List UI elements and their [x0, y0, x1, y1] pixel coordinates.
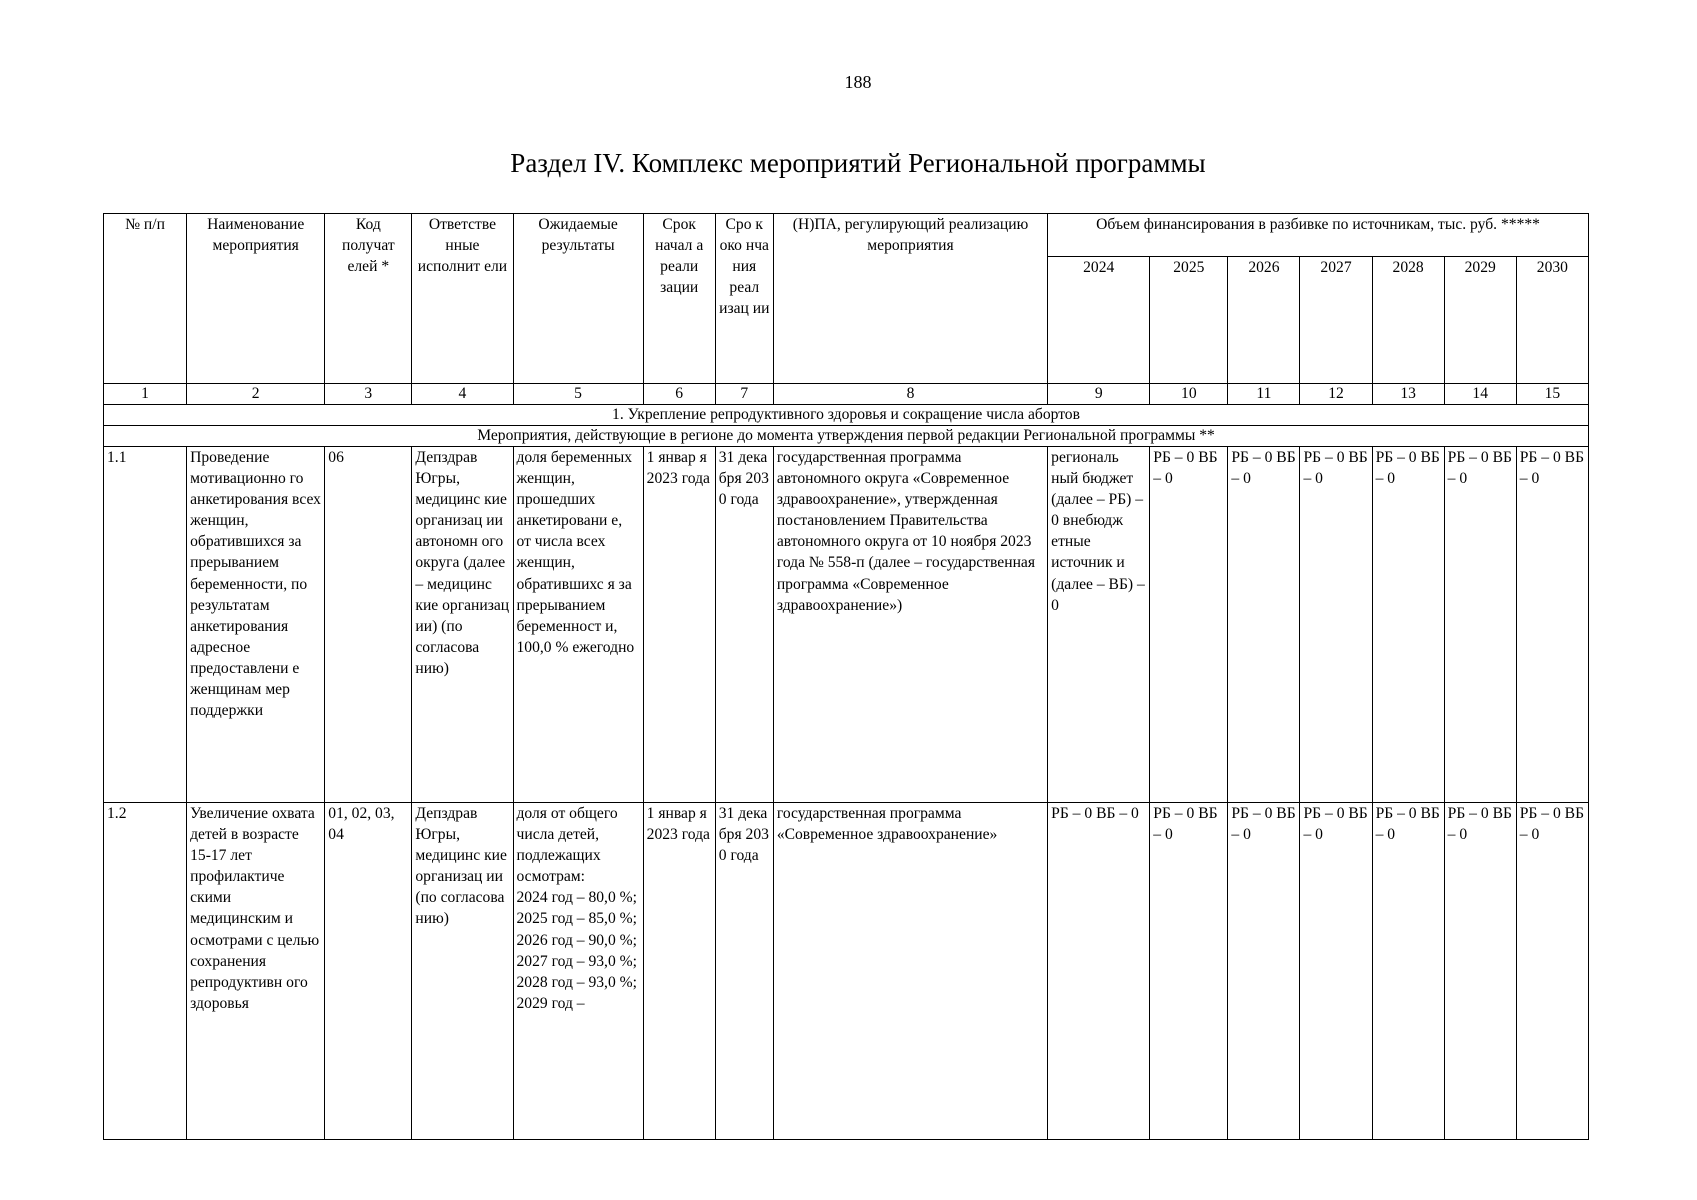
cell-fin-2025: РБ – 0 ВБ – 0: [1150, 447, 1228, 803]
column-number: 7: [715, 384, 773, 405]
header-year-2027: 2027: [1300, 257, 1372, 384]
cell-responsible: Депздрав Югры, медицинс кие организац ии (по согласова нию): [412, 803, 513, 1140]
column-number: 13: [1372, 384, 1444, 405]
cell-name: Проведение мотивационно го анкетирования всех женщин, обратившихся за прерыванием беременности, по результатам анкетирования адресное предоставлени е женщинам мер поддержки: [187, 447, 325, 803]
column-number: 5: [513, 384, 643, 405]
header-year-2025: 2025: [1150, 257, 1228, 384]
cell-fin-2024: региональ ный бюджет (далее – РБ) – 0 внебюдж етные источник и (далее – ВБ) – 0: [1048, 447, 1150, 803]
column-number: 9: [1048, 384, 1150, 405]
cell-fin-2028: РБ – 0 ВБ – 0: [1372, 803, 1444, 1140]
header-npa: (Н)ПА, регулирующий реализацию мероприятия: [773, 214, 1047, 384]
cell-code: 01, 02, 03, 04: [325, 803, 412, 1140]
cell-end: 31 дека бря 203 0 года: [715, 803, 773, 1140]
subsection-heading-row: [104, 426, 1589, 447]
cell-start: 1 январ я 2023 года: [643, 447, 715, 803]
cell-fin-2030: РБ – 0 ВБ – 0: [1516, 803, 1588, 1140]
column-number: 1: [104, 384, 187, 405]
cell-code: 06: [325, 447, 412, 803]
cell-fin-2026: РБ – 0 ВБ – 0: [1228, 447, 1300, 803]
column-number: 6: [643, 384, 715, 405]
header-year-2030: 2030: [1516, 257, 1588, 384]
cell-fin-2027: РБ – 0 ВБ – 0: [1300, 803, 1372, 1140]
cell-fin-2024: РБ – 0 ВБ – 0: [1048, 803, 1150, 1140]
column-number: 14: [1444, 384, 1516, 405]
column-number: 4: [412, 384, 513, 405]
column-number: 10: [1150, 384, 1228, 405]
table-row: [104, 803, 1589, 1140]
header-year-2024: 2024: [1048, 257, 1150, 384]
cell-fin-2026: РБ – 0 ВБ – 0: [1228, 803, 1300, 1140]
column-number: 3: [325, 384, 412, 405]
cell-fin-2029: РБ – 0 ВБ – 0: [1444, 803, 1516, 1140]
section-heading-row: [104, 405, 1589, 426]
cell-name: Увеличение охвата детей в возрасте 15-17 лет профилактиче скими медицинским и осмотрами с целью сохранения репродуктивн ого здоровья: [187, 803, 325, 1140]
header-results: Ожидаемые результаты: [513, 214, 643, 384]
header-code: Код получат елей *: [325, 214, 412, 384]
cell-fin-2027: РБ – 0 ВБ – 0: [1300, 447, 1372, 803]
header-year-2029: 2029: [1444, 257, 1516, 384]
section-heading: 1. Укрепление репродуктивного здоровья и сокращение числа абортов: [104, 405, 1589, 426]
column-number: 2: [187, 384, 325, 405]
table-header-row: [104, 214, 1589, 257]
section-title: Раздел IV. Комплекс мероприятий Региональной программы: [510, 148, 1206, 178]
header-year-2028: 2028: [1372, 257, 1444, 384]
cell-fin-2030: РБ – 0 ВБ – 0: [1516, 447, 1588, 803]
header-responsible: Ответстве нные исполнит ели: [412, 214, 513, 384]
cell-npa: государственная программа «Современное здравоохранение»: [773, 803, 1047, 1140]
header-year-2026: 2026: [1228, 257, 1300, 384]
header-start: Срок начал а реали зации: [643, 214, 715, 384]
column-number: 8: [773, 384, 1047, 405]
page-number: 188: [844, 72, 872, 92]
cell-start: 1 январ я 2023 года: [643, 803, 715, 1140]
column-number: 11: [1228, 384, 1300, 405]
cell-num: 1.1: [104, 447, 187, 803]
cell-fin-2028: РБ – 0 ВБ – 0: [1372, 447, 1444, 803]
header-end: Сро к око нча ния реал изац ии: [715, 214, 773, 384]
column-number: 12: [1300, 384, 1372, 405]
cell-end: 31 дека бря 203 0 года: [715, 447, 773, 803]
activities-table: [103, 213, 1589, 1140]
column-numbers-row: [104, 384, 1589, 405]
cell-fin-2025: РБ – 0 ВБ – 0: [1150, 803, 1228, 1140]
header-num: № п/п: [104, 214, 187, 384]
column-number: 15: [1516, 384, 1588, 405]
cell-num: 1.2: [104, 803, 187, 1140]
cell-responsible: Депздрав Югры, медицинс кие организац ии автономн ого округа (далее – медицинс кие организац ии) (по согласова нию): [412, 447, 513, 803]
subsection-heading: Мероприятия, действующие в регионе до момента утверждения первой редакции Региональной программы **: [104, 426, 1589, 447]
header-financing: Объем финансирования в разбивке по источникам, тыс. руб. *****: [1048, 214, 1589, 257]
cell-fin-2029: РБ – 0 ВБ – 0: [1444, 447, 1516, 803]
cell-results: доля от общего числа детей, подлежащих осмотрам: 2024 год – 80,0 %; 2025 год – 85,0 %; 2026 год – 90,0 %; 2027 год – 93,0 %; 2028 год – 93,0 %; 2029 год –: [513, 803, 643, 1140]
cell-results: доля беременных женщин, прошедших анкетировани е, от числа всех женщин, обратившихс я за прерыванием беременност и, 100,0 % ежегодно: [513, 447, 643, 803]
cell-npa: государственная программа автономного округа «Современное здравоохранение», утвержденная постановлением Правительства автономного округа от 10 ноября 2023 года № 558-п (далее – государственная программа «Современное здравоохранение»): [773, 447, 1047, 803]
header-name: Наименование мероприятия: [187, 214, 325, 384]
table-row: [104, 447, 1589, 803]
